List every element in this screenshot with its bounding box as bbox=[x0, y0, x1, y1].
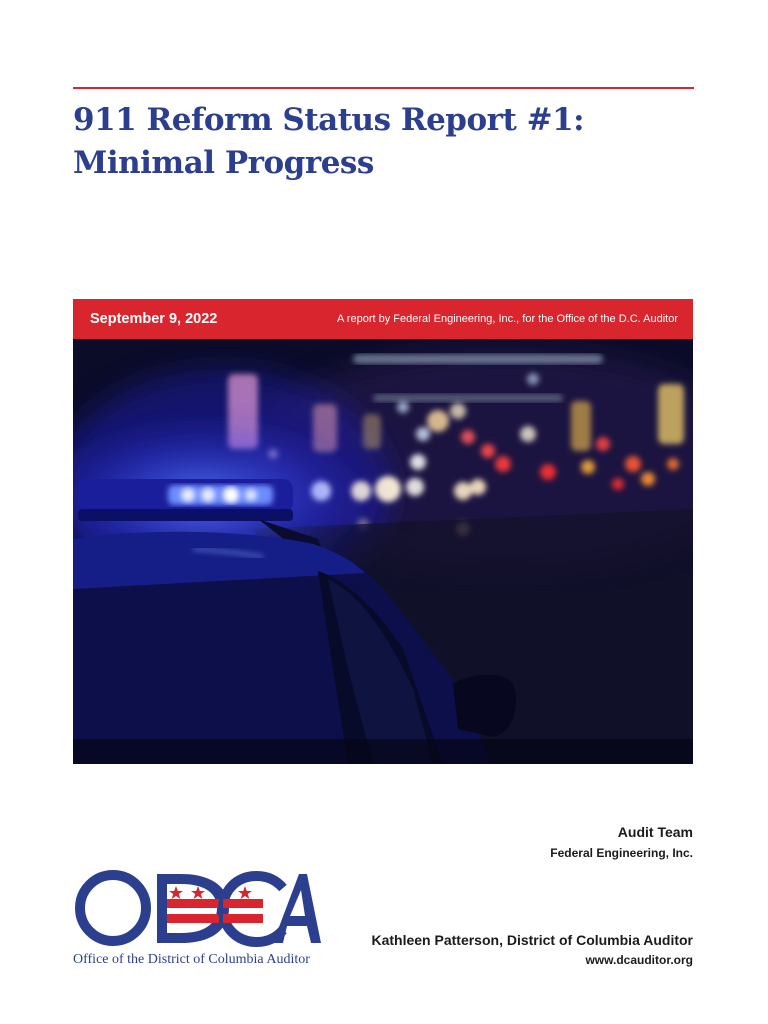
top-rule bbox=[73, 87, 694, 89]
police-car-night-image bbox=[73, 339, 693, 764]
logo-caption: Office of the District of Columbia Auditor bbox=[73, 952, 310, 967]
logo-letter-o bbox=[80, 875, 146, 941]
report-byline: A report by Federal Engineering, Inc., for the Office of the D.C. Auditor bbox=[337, 313, 678, 325]
report-title bbox=[73, 99, 693, 185]
audit-team-heading: Audit Team bbox=[617, 824, 693, 840]
logo-letter-c bbox=[223, 876, 283, 942]
report-date: September 9, 2022 bbox=[90, 311, 218, 327]
audit-team-firm: Federal Engineering, Inc. bbox=[550, 846, 693, 860]
auditor-website-link[interactable]: www.dcauditor.org bbox=[585, 953, 693, 967]
cover-photo bbox=[73, 339, 693, 764]
date-banner bbox=[73, 299, 693, 339]
report-title-line-2: Minimal Progress bbox=[73, 145, 374, 181]
report-title-line-1: 911 Reform Status Report #1: bbox=[73, 102, 585, 138]
auditor-name: Kathleen Patterson, District of Columbia Auditor bbox=[371, 932, 693, 948]
